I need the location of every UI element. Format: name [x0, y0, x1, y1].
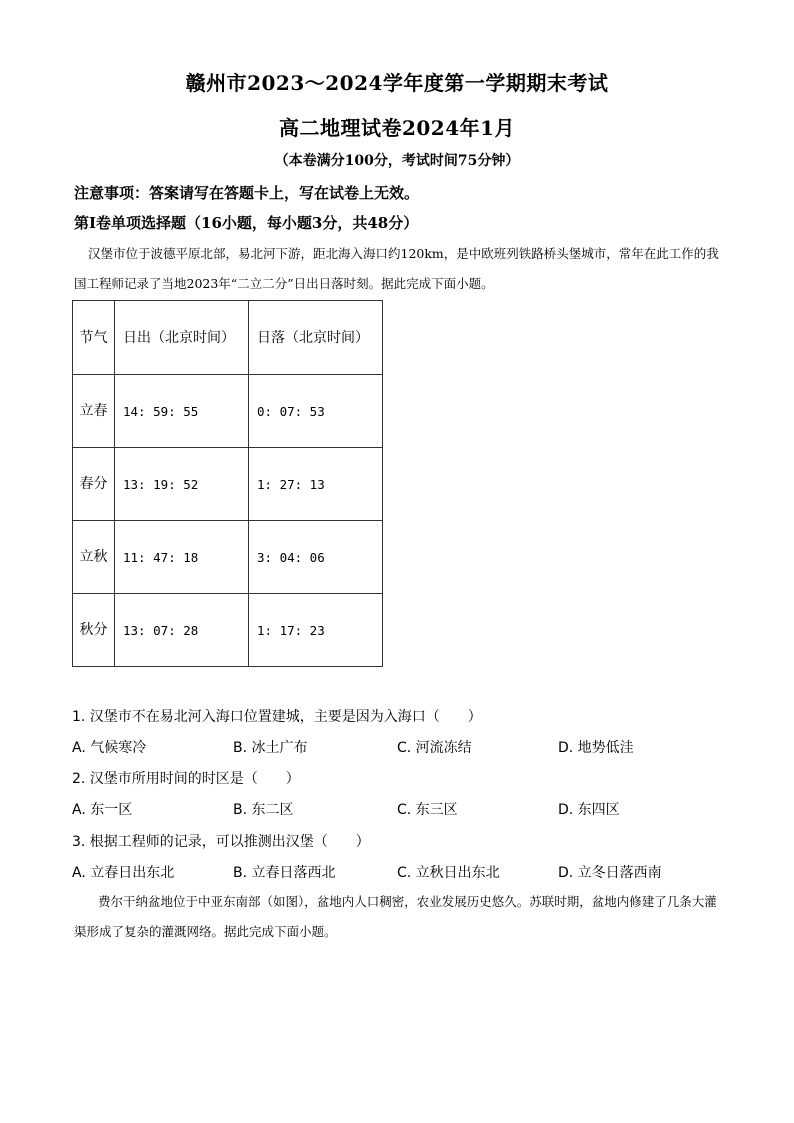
question-3-option-d[interactable]: D. 立冬日落西南 [558, 865, 662, 881]
question-1-stem: 1. 汉堡市不在易北河入海口位置建城，主要是因为入海口（ ） [72, 709, 482, 725]
question-2-option-c[interactable]: C. 东三区 [397, 802, 458, 818]
table-row [73, 375, 383, 448]
question-1-option-a[interactable]: A. 气候寒冷 [72, 740, 147, 756]
table-header-cell: 日落（北京时间） [249, 301, 383, 375]
table-cell-sunrise: 13: 19: 52 [115, 448, 249, 521]
table-row [73, 521, 383, 594]
table-cell-sunrise: 11: 47: 18 [115, 521, 249, 594]
intro-passage: 汉堡市位于波德平原北部，易北河下游，距北海入海口约120km，是中欧班列铁路桥头堡城市，常年在此工作的我国工程师记录了当地2023年“二立二分”日出日落时刻。据此完成下面小题。 [74, 246, 719, 291]
question-1-option-b[interactable]: B. 冰土广布 [233, 740, 308, 756]
sunrise-sunset-table [72, 300, 383, 667]
table-cell-sunset: 0: 07: 53 [249, 375, 383, 448]
table-cell-sunrise: 14: 59: 55 [115, 375, 249, 448]
table-row [73, 594, 383, 667]
exam-title: 赣州市2023～2024学年度第一学期期末考试 [185, 71, 609, 95]
table-header-row [73, 301, 383, 375]
passage-2: 费尔干纳盆地位于中亚东南部（如图），盆地内人口稠密，农业发展历史悠久。苏联时期，盆地内修建了几条大灌渠形成了复杂的灌溉网络。据此完成下面小题。 [74, 894, 717, 939]
question-2-stem: 2. 汉堡市所用时间的时区是（ ） [72, 771, 300, 787]
table-cell-sunset: 3: 04: 06 [249, 521, 383, 594]
table-row [73, 448, 383, 521]
question-1-option-d[interactable]: D. 地势低洼 [558, 740, 634, 756]
table-cell-term: 立秋 [73, 521, 115, 594]
question-2-option-a[interactable]: A. 东一区 [72, 802, 133, 818]
question-3-option-a[interactable]: A. 立春日出东北 [72, 865, 175, 881]
table-header-cell: 节气 [73, 301, 115, 375]
section-title: 第Ⅰ卷单项选择题（16小题，每小题3分，共48分） [74, 214, 419, 232]
table-cell-sunrise: 13: 07: 28 [115, 594, 249, 667]
table-cell-term: 立春 [73, 375, 115, 448]
question-3-option-b[interactable]: B. 立春日落西北 [233, 865, 336, 881]
notice: 注意事项：答案请写在答题卡上，写在试卷上无效。 [74, 184, 420, 202]
table-cell-sunset: 1: 27: 13 [249, 448, 383, 521]
question-2-option-b[interactable]: B. 东二区 [233, 802, 294, 818]
question-3-option-c[interactable]: C. 立秋日出东北 [397, 865, 500, 881]
exam-subject-title: 高二地理试卷2024年1月 [278, 116, 516, 140]
table-header-cell: 日出（北京时间） [115, 301, 249, 375]
question-3-stem: 3. 根据工程师的记录，可以推测出汉堡（ ） [72, 834, 370, 850]
question-1-option-c[interactable]: C. 河流冻结 [397, 740, 472, 756]
table-cell-sunset: 1: 17: 23 [249, 594, 383, 667]
exam-info: （本卷满分100分，考试时间75分钟） [274, 153, 520, 169]
table-cell-term: 春分 [73, 448, 115, 521]
question-2-option-d[interactable]: D. 东四区 [558, 802, 620, 818]
table-cell-term: 秋分 [73, 594, 115, 667]
